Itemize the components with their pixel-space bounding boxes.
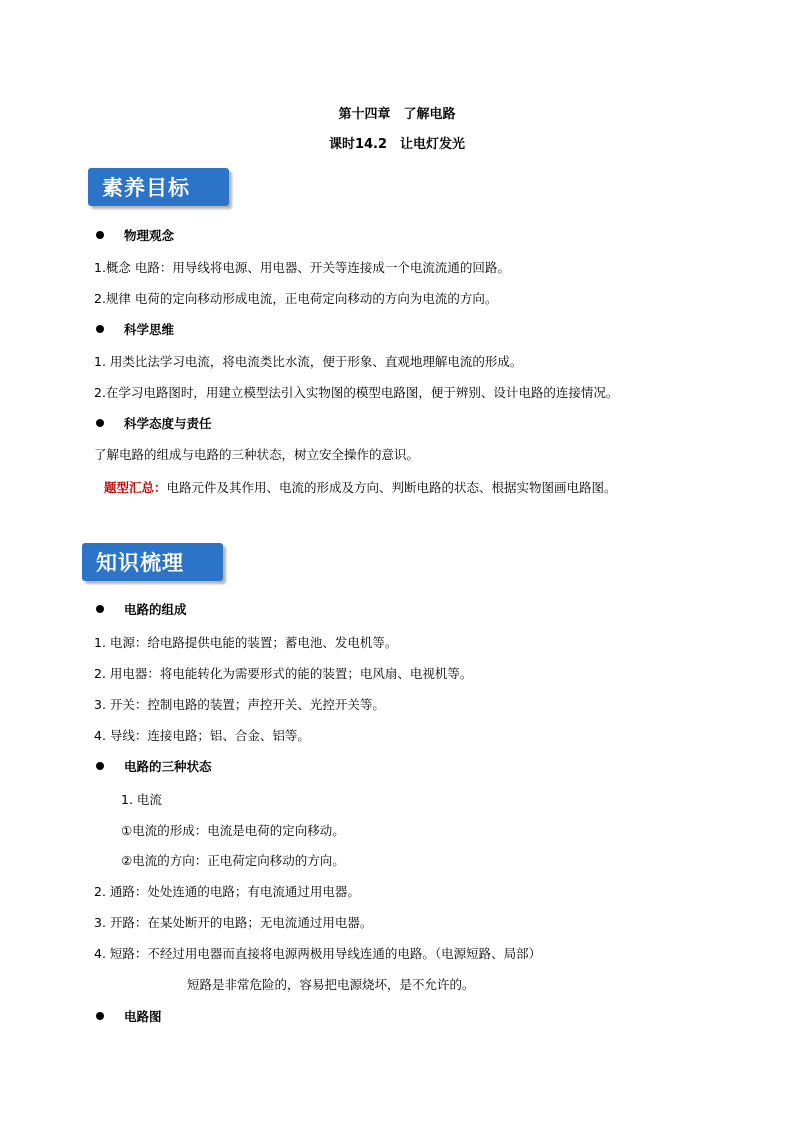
summary-text: 电路元件及其作用、电流的形成及方向、判断电路的状态、根据实物图画电路图。 (166, 480, 617, 495)
list-item: 1. 电流 (121, 792, 162, 807)
group-heading: 物理观念 (124, 228, 175, 243)
list-item: 2.在学习电路图时，用建立模型法引入实物图的模型电路图，便于辨别、设计电路的连接情况。 (94, 385, 619, 400)
bullet-icon (96, 605, 104, 613)
list-item: 4. 导线：连接电路；铝、合金、铝等。 (94, 728, 310, 743)
section-banner-label: 知识梳理 (96, 551, 184, 575)
list-item: 3. 开路：在某处断开的电路；无电流通过用电器。 (94, 915, 373, 930)
bullet-icon (96, 762, 104, 770)
lesson-title: 课时14.2 让电灯发光 (328, 137, 466, 152)
group-heading: 科学思维 (124, 322, 175, 337)
list-item: ①电流的形成：电流是电荷的定向移动。 (121, 823, 345, 838)
group-heading: 科学态度与责任 (124, 416, 212, 431)
bullet-icon (96, 231, 104, 239)
summary-line (104, 478, 617, 496)
note-line: 短路是非常危险的，容易把电源烧坏，是不允许的。 (187, 977, 475, 992)
section-banner-label: 素养目标 (102, 176, 190, 200)
list-item: 2. 通路：处处连通的电路；有电流通过用电器。 (94, 884, 360, 899)
list-item: 3. 开关：控制电路的装置；声控开关、光控开关等。 (94, 697, 385, 712)
section-banner-goals (88, 168, 229, 206)
group-heading: 电路的组成 (124, 602, 187, 617)
list-item: 2.规律 电荷的定向移动形成电流，正电荷定向移动的方向为电流的方向。 (94, 291, 498, 306)
group-heading: 电路的三种状态 (124, 759, 212, 774)
list-item: 4. 短路：不经过用电器而直接将电源两极用导线连通的电路。（电源短路、局部） (94, 946, 542, 961)
list-item: 了解电路的组成与电路的三种状态，树立安全操作的意识。 (94, 447, 420, 462)
section-banner-knowledge (82, 543, 223, 581)
list-item: 1. 电源：给电路提供电能的装置；蓄电池、发电机等。 (94, 635, 398, 650)
list-item: 1.概念 电路：用导线将电源、用电器、开关等连接成一个电流流通的回路。 (94, 260, 510, 275)
bullet-icon (96, 419, 104, 427)
list-item: 2. 用电器：将电能转化为需要形式的能的装置；电风扇、电视机等。 (94, 666, 473, 681)
group-heading: 电路图 (124, 1009, 162, 1024)
bullet-icon (96, 325, 104, 333)
bullet-icon (96, 1012, 104, 1020)
list-item: ②电流的方向：正电荷定向移动的方向。 (121, 853, 345, 868)
list-item: 1. 用类比法学习电流，将电流类比水流，便于形象、直观地理解电流的形成。 (94, 354, 523, 369)
chapter-title: 第十四章 了解电路 (338, 107, 456, 122)
summary-label: 题型汇总： (104, 480, 167, 495)
